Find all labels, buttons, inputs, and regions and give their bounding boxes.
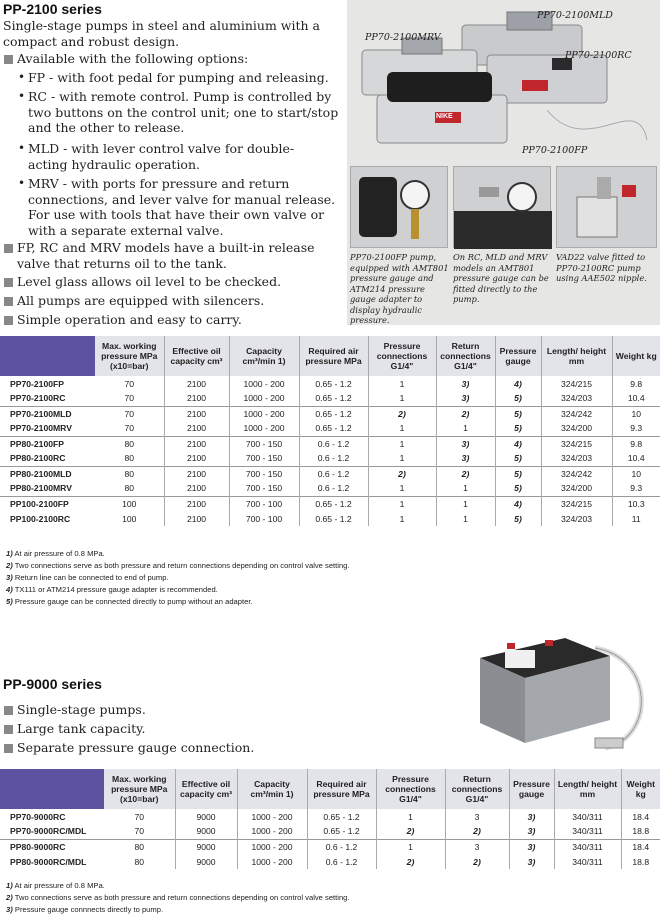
bullet-square-icon [4,725,13,734]
pp2100-intro: Single-stage pumps in steel and aluminium with a compact and robust design. [3,18,320,49]
pump-group-photo [347,0,660,165]
model-cell: PP80-9000RC/MDL [10,856,87,867]
table-cell: 80 [134,856,145,867]
bullet-square-icon [4,316,13,325]
footnote-marker: 3) [6,905,13,914]
table-row [0,406,660,421]
table-row [0,839,660,854]
table-row [0,451,660,466]
th-air-pressure: Required air pressure MPa [307,769,376,809]
table-cell: 1000 - 200 [237,839,307,854]
th-return-connections: Return connections G1/4" [436,336,495,376]
table-row [0,466,660,481]
model-cell: PP70-9000RC/MDL [10,826,87,837]
table-cell: 0.65 - 1.2 [299,496,368,511]
bullet-square-icon [4,744,13,753]
table-cell: 2) [436,466,495,481]
option-fp: FP - with foot pedal for pumping and releasing. [28,70,329,85]
table-cell: 2100 [164,436,229,451]
table-cell: 0.6 - 1.2 [299,451,368,466]
bullet-level-glass: Level glass allows oil level to be checked. [17,274,282,289]
table-cell: 340/311 [554,854,621,869]
table-cell: 4) [495,496,541,511]
table-cell: 100 [122,513,137,524]
fp-gauge-photo [350,166,448,248]
table-cell: 70 [124,378,135,389]
model-cell: PP70-2100MLD [0,406,95,421]
pp2100-spec-table [0,336,660,526]
table-cell: 1 [368,391,436,406]
table-cell: 5) [495,421,541,436]
table-cell: 324/200 [541,481,612,496]
table-row [0,481,660,496]
table-cell: 1000 - 200 [229,391,299,406]
options-heading: Available with the following options: [17,51,249,66]
table-cell: 324/215 [541,436,612,451]
table-cell: 324/203 [541,451,612,466]
table-cell: 2100 [164,481,229,496]
table-cell: 80 [124,453,135,464]
table-cell: 1 [436,511,495,526]
table-cell: 1000 - 200 [229,406,299,421]
footnote [6,904,350,916]
table-cell: 9000 [175,809,237,824]
th-length-height: Length/ height mm [541,336,612,376]
table-cell: 5) [495,481,541,496]
bullet-dot-icon: • [18,141,26,155]
table-cell: 1000 - 200 [237,854,307,869]
table-cell: 1000 - 200 [229,421,299,436]
th-weight: Weight kg [621,769,660,809]
th-model [0,336,95,376]
footnote [6,892,350,904]
table-cell: 70 [134,811,145,822]
footnote-text: At air pressure of 0.8 MPa. [14,881,105,890]
table-cell: 3) [509,854,554,869]
pp9000-title: PP-9000 series [3,676,102,692]
bullet-square-icon [4,278,13,287]
table-cell: 1000 - 200 [229,376,299,391]
th-model [0,769,104,809]
th-return-connections: Return connections G1/4" [445,769,509,809]
table-cell: 3) [436,376,495,391]
table-cell: 2100 [164,376,229,391]
table-cell: 700 - 100 [229,496,299,511]
bullet-large-tank: Large tank capacity. [17,721,146,736]
bullet-silencers: All pumps are equipped with silencers. [17,293,265,308]
table-cell: 324/242 [541,466,612,481]
table-cell: 18.4 [621,839,660,854]
footnote [6,584,350,596]
footnote-text: Pressure gauge connnects directly to pump. [14,905,164,914]
bullet-square-icon [4,55,13,64]
th-pressure-connections: Pressure connections G1/4" [376,769,445,809]
table-cell: 70 [134,826,145,837]
table-cell: 0.65 - 1.2 [299,391,368,406]
label-pp70-2100fp: PP70-2100FP [522,145,588,156]
model-cell: PP100-2100FP [0,496,95,511]
model-cell: PP70-2100FP [10,378,64,389]
bullet-release-valve: FP, RC and MRV models have a built-in release valve that returns oil to the tank. [17,240,315,271]
table-cell: 324/203 [541,511,612,526]
table-cell: 70 [124,423,135,434]
table-cell: 18.8 [621,854,660,869]
label-pp70-2100mld: PP70-2100MLD [537,10,613,21]
table-cell: 3) [436,436,495,451]
table-cell: 0.6 - 1.2 [299,436,368,451]
footnote [6,572,350,584]
table-row [0,391,660,406]
table-cell: 1 [376,809,445,824]
option-mld: MLD - with lever control valve for double-acting hydraulic operation. [28,141,295,172]
table-cell: 324/215 [541,376,612,391]
table-cell: 2100 [164,451,229,466]
footnote-marker: 5) [6,597,13,606]
footnote-text: Two connections serve as both pressure and return connections depending on control valve setting. [14,561,350,570]
table-cell: 340/311 [554,809,621,824]
model-cell: PP80-2100MLD [0,466,95,481]
option-rc: RC - with remote control. Pump is controlled by two buttons on the control unit; one to start/stop and the other to release. [28,89,339,135]
table-cell: 2100 [164,391,229,406]
pp2100-title: PP-2100 series [3,1,102,17]
table-cell: 9000 [175,839,237,854]
table-cell: 1 [368,481,436,496]
footnote-marker: 1) [6,549,13,558]
model-cell: PP80-2100FP [0,436,95,451]
brand-logo: NIKE [436,113,453,120]
table-cell: 2) [445,824,509,839]
table-cell: 9.3 [612,481,660,496]
table-cell: 70 [124,393,135,404]
table-cell: 3) [436,391,495,406]
table2-footnotes [6,880,350,916]
table-cell: 2) [376,854,445,869]
table-cell: 9000 [175,854,237,869]
table-cell: 5) [495,391,541,406]
table-cell: 9.3 [612,421,660,436]
label-pp70-2100rc: PP70-2100RC [565,50,632,61]
table-cell: 1000 - 200 [237,809,307,824]
option-mrv: MRV - with ports for pressure and return connections, and lever valve for manual release. For use with tools that have their own valve or with a separate external valve. [28,176,336,238]
table-cell: 340/311 [554,824,621,839]
table-cell: 2) [368,406,436,421]
table-cell: 0.6 - 1.2 [299,466,368,481]
footnote [6,560,350,572]
bullet-square-icon [4,297,13,306]
footnote [6,596,350,608]
table-cell: 10.4 [612,391,660,406]
table-cell: 70 [95,406,164,421]
table-cell: 10.3 [612,496,660,511]
bullet-separate-gauge: Separate pressure gauge connection. [17,740,255,755]
table-cell: 0.65 - 1.2 [307,824,376,839]
table-cell: 100 [95,496,164,511]
table-cell: 5) [495,511,541,526]
model-cell: PP80-9000RC [0,839,104,854]
model-cell: PP70-2100RC [10,393,66,404]
table-cell: 2100 [164,466,229,481]
table-cell: 1 [436,481,495,496]
table-cell: 10.4 [612,451,660,466]
table-cell: 5) [495,406,541,421]
table-cell: 324/215 [541,496,612,511]
table-cell: 0.65 - 1.2 [307,809,376,824]
table-cell: 3) [509,824,554,839]
th-capacity: Capacity cm³/min 1) [237,769,307,809]
table-cell: 700 - 150 [229,436,299,451]
caption-fp: PP70-2100FP pump, equipped with AMT801 pressure gauge and ATM214 pressure gauge adapter to display hydraulic pressure. [350,252,449,325]
table-cell: 1 [376,839,445,854]
table-cell: 1 [436,496,495,511]
table-cell: 2) [376,824,445,839]
table-cell: 0.65 - 1.2 [299,406,368,421]
model-cell: PP80-2100MRV [10,483,72,494]
table-cell: 1 [368,421,436,436]
table-cell: 9.8 [612,376,660,391]
footnote [6,548,350,560]
table-cell: 2100 [164,406,229,421]
footnote-marker: 2) [6,893,13,902]
table-cell: 324/203 [541,391,612,406]
table-cell: 80 [95,466,164,481]
bullet-dot-icon: • [18,89,26,103]
pp9000-pump-photo [455,628,660,763]
table-row [0,376,660,391]
caption-rc: On RC, MLD and MRV models an AMT801 pressure gauge can be fitted directly to the pump. [453,252,549,304]
th-capacity: Capacity cm³/min 1) [229,336,299,376]
table-cell: 2) [368,466,436,481]
bullet-simple-operation: Simple operation and easy to carry. [17,312,242,327]
table-cell: 0.65 - 1.2 [299,511,368,526]
footnote-marker: 3) [6,573,13,582]
footnote [6,880,350,892]
footnote-text: TX111 or ATM214 pressure gauge adapter is recommended. [14,585,218,594]
vad22-valve-photo [556,166,657,248]
table-cell: 3 [445,839,509,854]
table-cell: 2100 [164,511,229,526]
table-cell: 340/311 [554,839,621,854]
table-cell: 4) [495,436,541,451]
table-cell: 4) [495,376,541,391]
table-cell: 1 [436,421,495,436]
table-cell: 700 - 150 [229,451,299,466]
table-cell: 11 [612,511,660,526]
table-cell: 2) [436,406,495,421]
table-cell: 0.65 - 1.2 [299,376,368,391]
table-row [0,824,660,839]
th-oil-capacity: Effective oil capacity cm³ [164,336,229,376]
footnote-text: Pressure gauge can be connected directly to pump without an adapter. [14,597,253,606]
model-cell: PP100-2100RC [10,513,71,524]
table-cell: 3) [509,839,554,854]
table-cell: 5) [495,451,541,466]
product-photo-panel [347,0,660,325]
footnote-text: At air pressure of 0.8 MPa. [14,549,105,558]
table-cell: 3) [436,451,495,466]
th-max-pressure: Max. working pressure MPa (x10=bar) [111,774,168,804]
table-cell: 9000 [175,824,237,839]
table-cell: 80 [95,436,164,451]
footnote-marker: 4) [6,585,13,594]
th-weight: Weight kg [612,336,660,376]
table-cell: 1000 - 200 [237,824,307,839]
table-cell: 10 [612,406,660,421]
table-cell: 18.4 [621,809,660,824]
model-cell: PP80-2100RC [10,453,66,464]
table-cell: 2100 [164,496,229,511]
caption-vad22: VAD22 valve fitted to PP70-2100RC pump using AAE502 nipple. [556,252,647,283]
table-cell: 700 - 150 [229,466,299,481]
table-row [0,421,660,436]
table-row [0,809,660,824]
table-cell: 5) [495,466,541,481]
footnote-text: Two connections serve as both pressure and return connections depending on control valve setting. [14,893,350,902]
bullet-dot-icon: • [18,70,26,84]
bullet-dot-icon: • [18,176,26,190]
table-cell: 3 [445,809,509,824]
table-row [0,436,660,451]
bullet-square-icon [4,244,13,253]
table-cell: 10 [612,466,660,481]
footnote-marker: 2) [6,561,13,570]
table-cell: 324/200 [541,421,612,436]
bullet-square-icon [4,706,13,715]
th-oil-capacity: Effective oil capacity cm³ [175,769,237,809]
pp9000-spec-table [0,769,660,869]
footnote-marker: 1) [6,881,13,890]
table-cell: 2100 [164,421,229,436]
table-row [0,511,660,526]
table-cell: 0.6 - 1.2 [299,481,368,496]
label-pp70-2100mrv: PP70-2100MRV [365,32,441,43]
table-cell: 80 [124,483,135,494]
table-cell: 324/242 [541,406,612,421]
rc-gauge-photo [453,166,551,248]
table-cell: 80 [104,839,175,854]
table-cell: 1 [368,496,436,511]
table-cell: 0.6 - 1.2 [307,854,376,869]
table-cell: 0.6 - 1.2 [307,839,376,854]
model-cell: PP70-9000RC [10,811,66,822]
table-cell: 3) [509,809,554,824]
table-cell: 9.8 [612,436,660,451]
table-cell: 0.65 - 1.2 [299,421,368,436]
th-pressure-gauge: Pressure gauge [495,336,541,376]
table-cell: 1 [368,376,436,391]
table-cell: 18.8 [621,824,660,839]
table1-footnotes [6,548,350,608]
model-cell: PP70-2100MRV [10,423,72,434]
table-cell: 2) [445,854,509,869]
table-cell: 1 [368,511,436,526]
th-length-height: Length/ height mm [554,769,621,809]
th-pressure-connections: Pressure connections G1/4" [368,336,436,376]
table-row [0,854,660,869]
table-cell: 700 - 100 [229,511,299,526]
footnote-text: Return line can be connected to end of pump. [14,573,169,582]
th-pressure-gauge: Pressure gauge [509,769,554,809]
th-max-pressure: Max. working pressure MPa (x10=bar) [101,341,158,371]
table-cell: 1 [368,436,436,451]
table-cell: 700 - 150 [229,481,299,496]
table-cell: 1 [368,451,436,466]
th-air-pressure: Required air pressure MPa [299,336,368,376]
bullet-single-stage: Single-stage pumps. [17,702,146,717]
table-row [0,496,660,511]
